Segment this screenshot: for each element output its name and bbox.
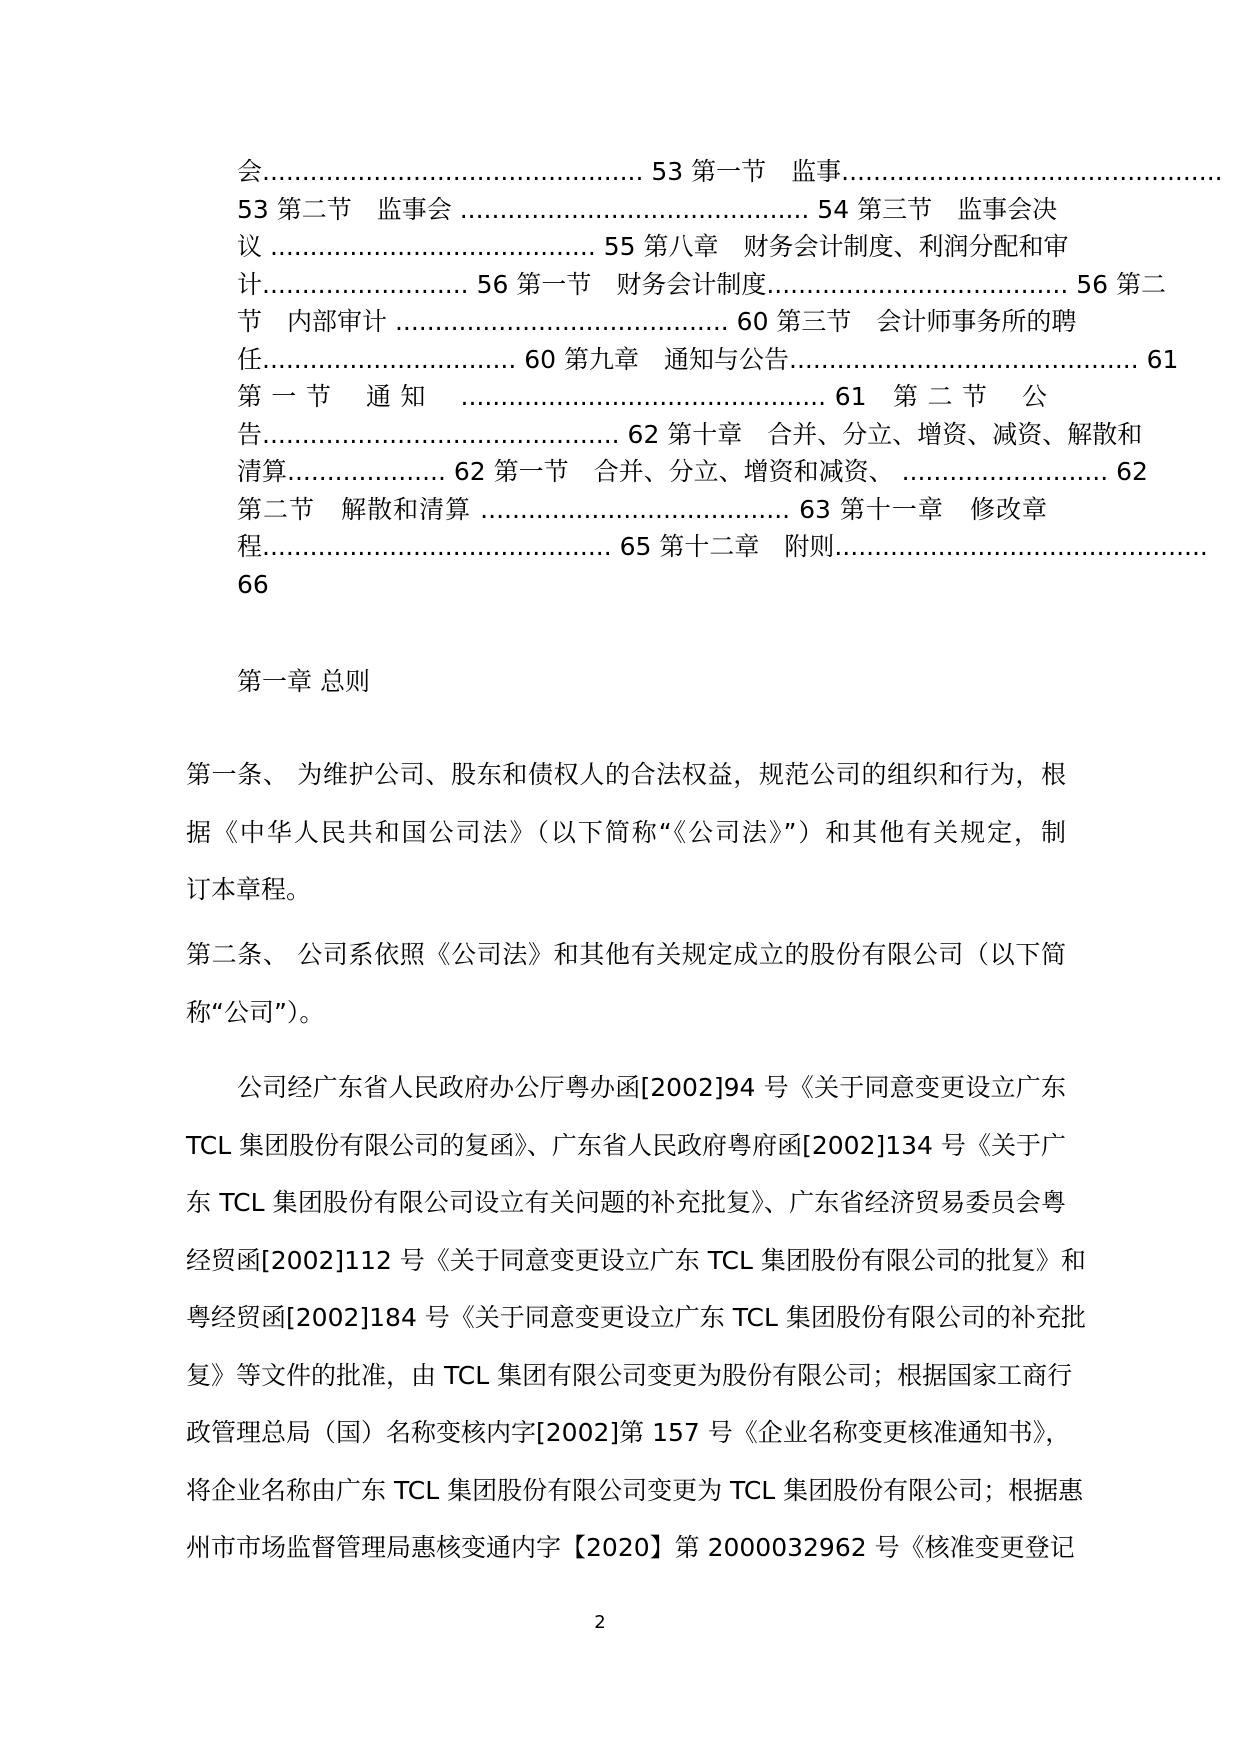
toc-line: 第 一 节 通 知 .............................................. 61 第 二 节 公 xyxy=(237,382,1047,411)
article-line: 复》等文件的批准，由 TCL 集团有限公司变更为股份有限公司；根据国家工商行 xyxy=(186,1360,1073,1390)
table-of-contents xyxy=(237,153,1223,603)
article-line: 州市市场监督管理局惠核变通内字【2020】第 2000032962 号《核准变更登记 xyxy=(186,1533,1075,1562)
article-1 xyxy=(186,746,1066,919)
toc-line: 第二节 解散和清算 ....................................... 63 第十一章 修改章 xyxy=(237,494,1047,524)
toc-line: 53 第二节 监事会 ............................................ 54 第三节 监事会决 xyxy=(237,194,1058,224)
article-line: 据《中华人民共和国公司法》（以下简称“《公司法》”）和其他有关规定，制 xyxy=(186,817,1066,847)
toc-line: 会................................................ 53 第一节 监事................................................ xyxy=(237,157,1223,186)
article-line: 政管理总局（国）名称变核内字[2002]第 157 号《企业名称变更核准通知书》， xyxy=(186,1418,1071,1447)
article-line: TCL 集团股份有限公司的复函》、广东省人民政府粤府函[2002]134 号《关于广 xyxy=(186,1130,1066,1160)
article-line: 第二条、 公司系依照《公司法》和其他有关规定成立的股份有限公司（以下简 xyxy=(186,940,1066,969)
article-line: 订本章程。 xyxy=(186,875,312,904)
paragraph-company-history xyxy=(186,1059,1086,1577)
toc-line: 节 内部审计 .......................................... 60 第三节 会计师事务所的聘 xyxy=(237,307,1077,336)
article-line: 粤经贸函[2002]184 号《关于同意变更设立广东 TCL 集团股份有限公司的补充批 xyxy=(186,1303,1086,1332)
article-line: 东 TCL 集团股份有限公司设立有关问题的补充批复》、广东省经济贸易委员会粤 xyxy=(186,1188,1066,1217)
toc-line: 清算.................... 62 第一节 合并、分立、增资和减资、 .......................... 62 xyxy=(237,457,1148,486)
article-line: 第一条、 为维护公司、股东和债权人的合法权益，规范公司的组织和行为，根 xyxy=(186,760,1066,789)
article-line: 公司经广东省人民政府办公厅粤办函[2002]94 号《关于同意变更设立广东 xyxy=(237,1073,1066,1102)
chapter-heading: 第一章 总则 xyxy=(237,667,370,696)
toc-line: 程............................................ 65 第十二章 附则............................................... xyxy=(237,532,1208,561)
article-line: 称“公司”）。 xyxy=(186,997,325,1027)
article-line: 将企业名称由广东 TCL 集团股份有限公司变更为 TCL 集团股份有限公司；根据惠 xyxy=(186,1475,1084,1505)
toc-line: 告............................................. 62 第十章 合并、分立、增资、减资、解散和 xyxy=(237,419,1143,449)
toc-line: 66 xyxy=(237,569,269,599)
toc-line: 议 ......................................... 55 第八章 财务会计制度、利润分配和审 xyxy=(237,232,1069,261)
article-line: 经贸函[2002]112 号《关于同意变更设立广东 TCL 集团股份有限公司的批复》和 xyxy=(186,1245,1086,1275)
toc-line: 任................................ 60 第九章 通知与公告............................................ 61 xyxy=(237,344,1179,374)
toc-line: 计.......................... 56 第一节 财务会计制度...................................... 56 第二 xyxy=(237,269,1167,299)
page-number: 2 xyxy=(594,1612,606,1633)
article-2 xyxy=(186,926,1066,1041)
